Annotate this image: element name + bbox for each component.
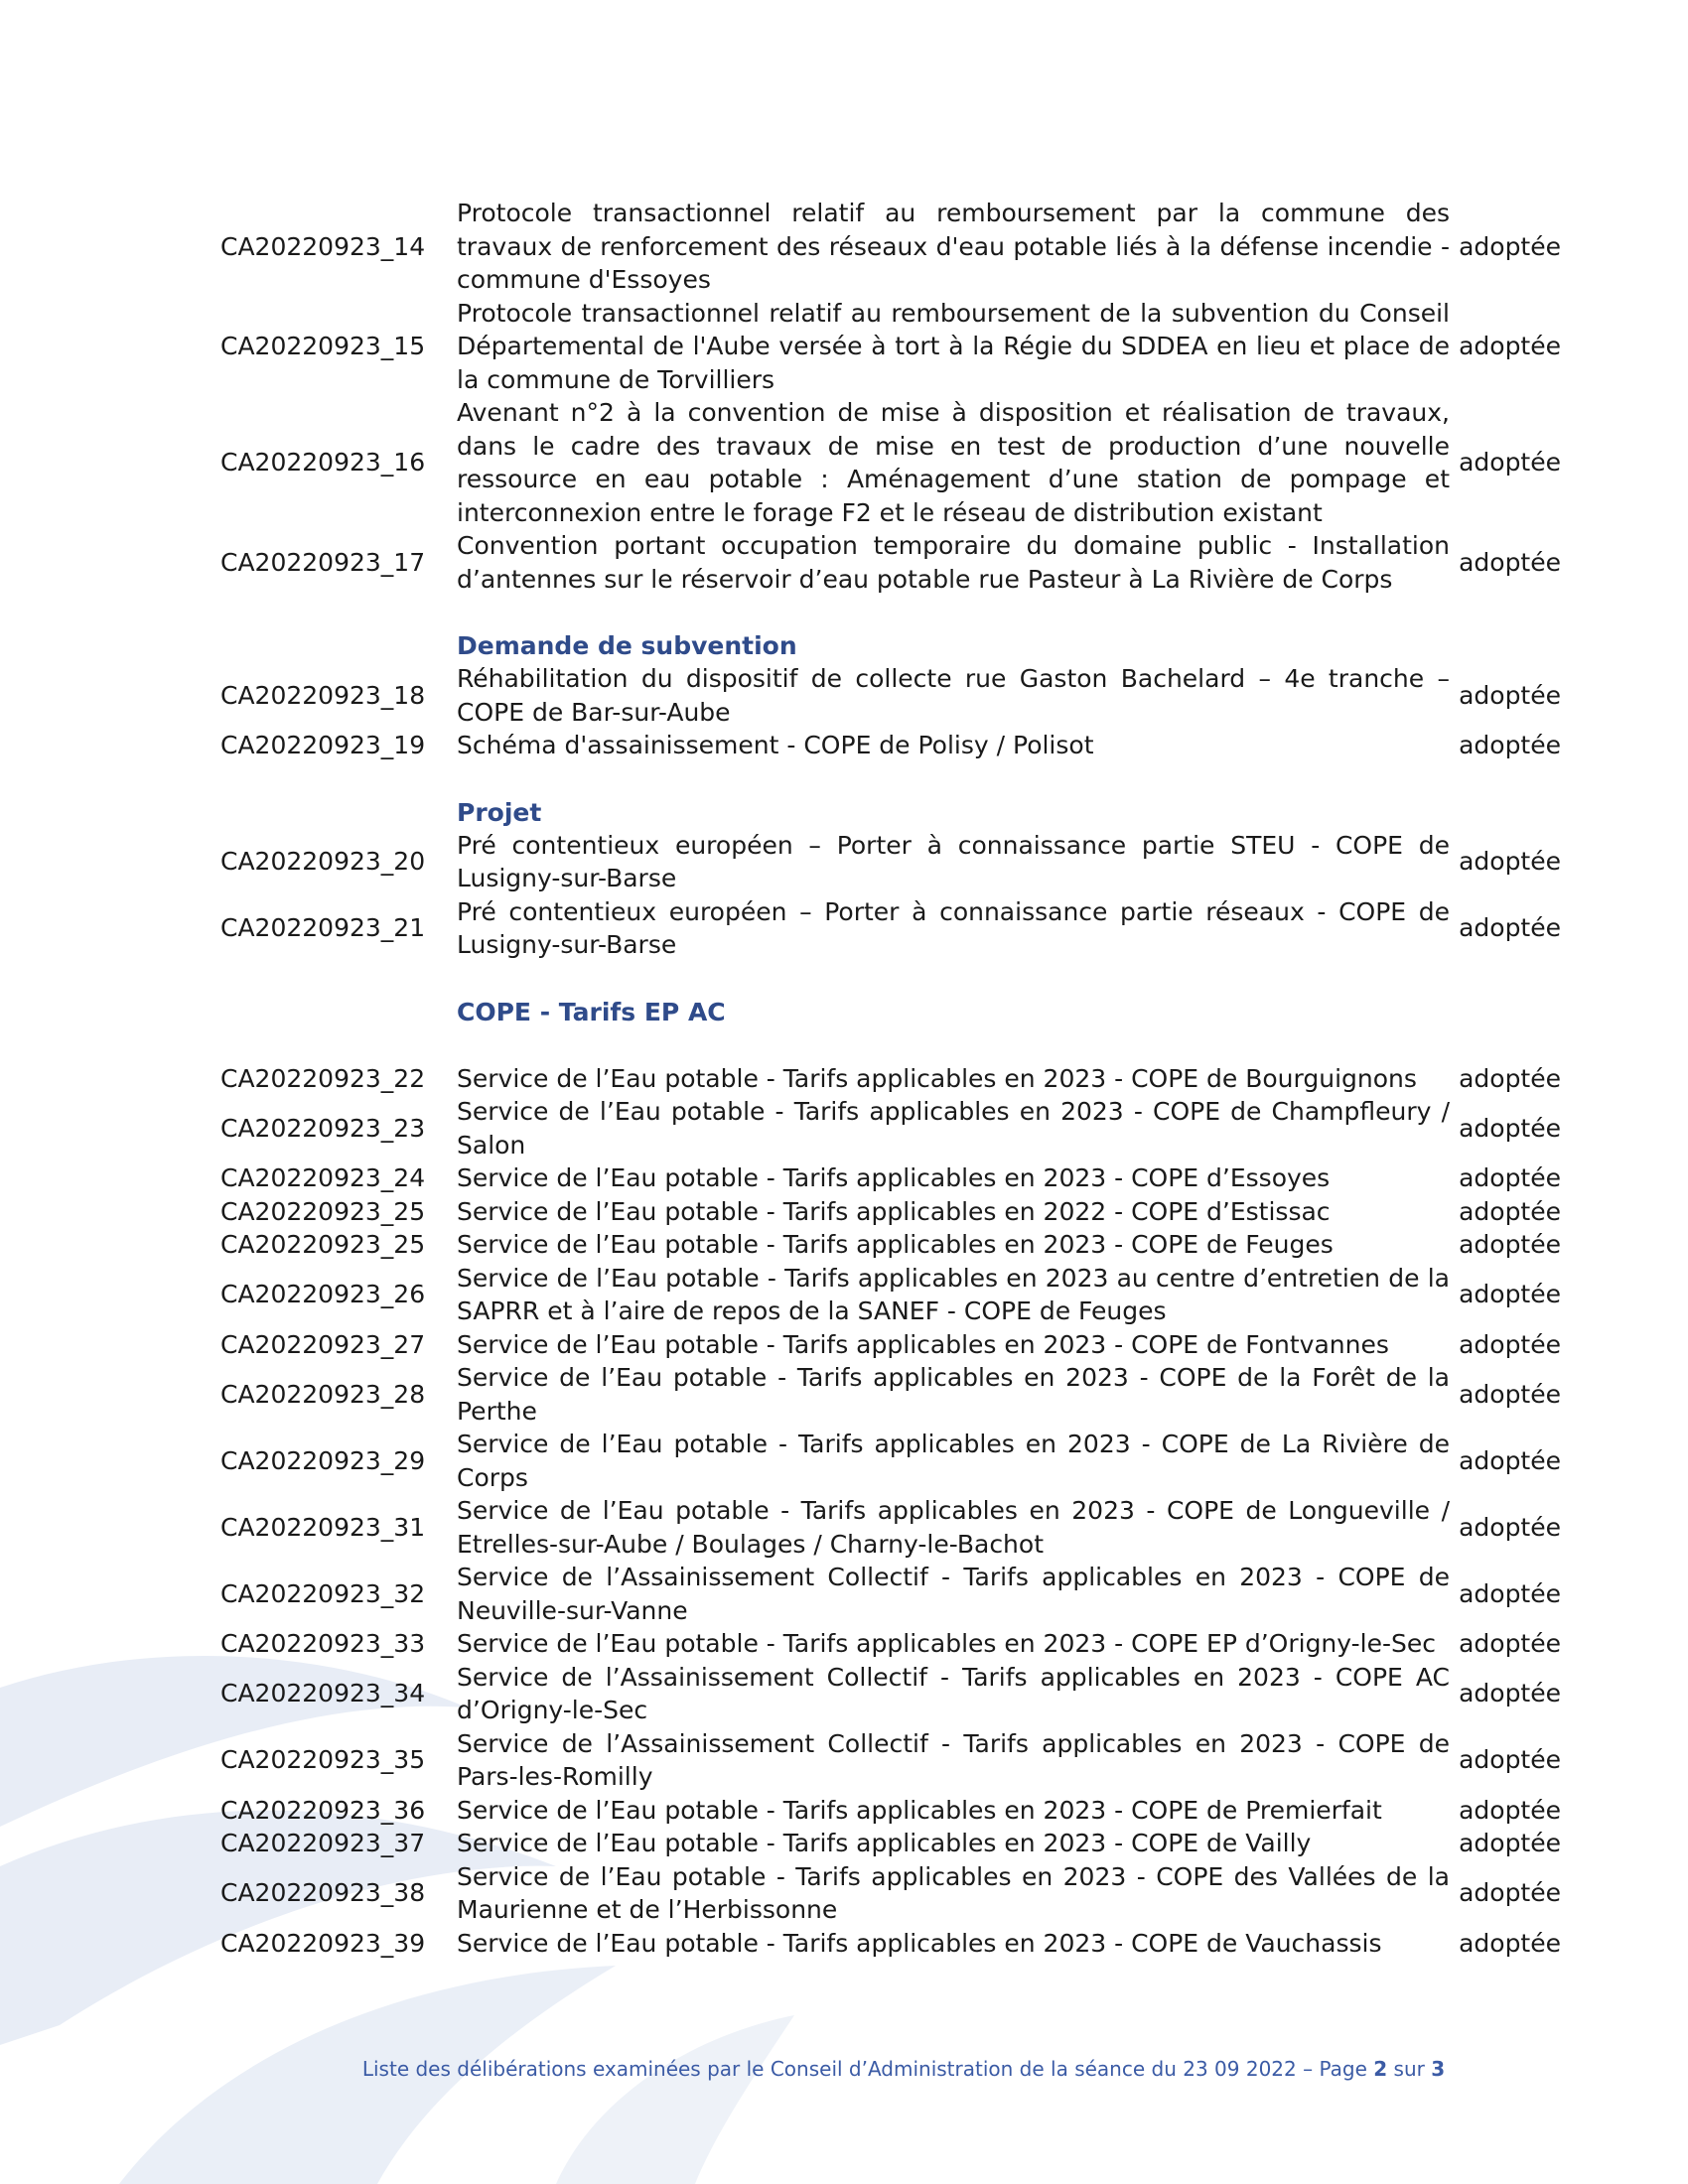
section-heading: COPE - Tarifs EP AC — [457, 997, 726, 1026]
status-label: adoptée — [1459, 332, 1561, 360]
status-label: adoptée — [1459, 1329, 1561, 1359]
deliberation-code: CA20220923_24 — [220, 1163, 426, 1192]
section-rows — [220, 662, 1561, 762]
deliberation-list — [220, 197, 1561, 1960]
status-label: adoptée — [1459, 1629, 1561, 1658]
footer-separator: sur — [1387, 2057, 1432, 2081]
status-label: adoptée — [1459, 1280, 1561, 1309]
deliberation-code: CA20220923_33 — [220, 1629, 426, 1658]
deliberation-title: Service de l’Eau potable - Tarifs applicables en 2023 - COPE de Fontvannes — [457, 1329, 1389, 1359]
section-rows — [220, 1062, 1561, 1961]
table-row — [220, 1228, 1561, 1262]
status-label: adoptée — [1459, 731, 1561, 759]
footer-page-total: 3 — [1431, 2057, 1446, 2081]
status-label: adoptée — [1459, 1445, 1561, 1475]
table-row — [220, 297, 1561, 397]
status-label: adoptée — [1459, 231, 1561, 261]
deliberation-title: Service de l’Eau potable - Tarifs applicables en 2023 au centre d’entretien de la SAPRR et à l’aire de repos de la SANEF - COPE de Feuges — [457, 1263, 1450, 1325]
deliberation-title: Réhabilitation du dispositif de collecte rue Gaston Bachelard – 4e tranche – COPE de Bar-sur-Aube — [457, 664, 1450, 727]
table-row — [220, 1860, 1561, 1927]
deliberation-code: CA20220923_14 — [220, 231, 426, 261]
table-row — [220, 662, 1561, 729]
section-general — [220, 197, 1561, 596]
table-row — [220, 1328, 1561, 1362]
table-row — [220, 829, 1561, 895]
deliberation-title: Pré contentieux européen – Porter à connaissance partie réseaux - COPE de Lusigny-sur-Barse — [457, 896, 1450, 959]
deliberation-code: CA20220923_22 — [220, 1063, 426, 1093]
deliberation-code: CA20220923_38 — [220, 1878, 426, 1908]
status-label: adoptée — [1459, 1063, 1561, 1093]
section-heading: Demande de subvention — [457, 631, 797, 660]
status-label: adoptée — [1459, 1745, 1561, 1775]
deliberation-code: CA20220923_19 — [220, 731, 426, 759]
deliberation-title: Service de l’Assainissement Collectif - Tarifs applicables en 2023 - COPE de Pars-les-Romilly — [457, 1728, 1450, 1791]
table-row — [220, 529, 1561, 596]
table-row — [220, 1727, 1561, 1794]
deliberation-title: Pré contentieux européen – Porter à connaissance partie STEU - COPE de Lusigny-sur-Barse — [457, 830, 1450, 892]
section-cope-tarifs — [220, 996, 1561, 1961]
deliberation-code: CA20220923_37 — [220, 1829, 426, 1857]
deliberation-code: CA20220923_32 — [220, 1578, 426, 1608]
table-row — [220, 1627, 1561, 1661]
section-heading: Projet — [457, 797, 542, 827]
table-row — [220, 1161, 1561, 1195]
table-row — [220, 1095, 1561, 1161]
table-row — [220, 895, 1561, 962]
deliberation-code: CA20220923_36 — [220, 1795, 426, 1825]
status-label: adoptée — [1459, 680, 1561, 710]
status-label: adoptée — [1459, 1379, 1561, 1409]
deliberation-code: CA20220923_27 — [220, 1329, 426, 1359]
deliberation-code: CA20220923_18 — [220, 680, 426, 710]
status-label: adoptée — [1459, 1795, 1561, 1825]
deliberation-code: CA20220923_25 — [220, 1196, 426, 1226]
table-row — [220, 1827, 1561, 1860]
status-label: adoptée — [1459, 1878, 1561, 1908]
table-row — [220, 1494, 1561, 1561]
deliberation-code: CA20220923_26 — [220, 1280, 426, 1309]
deliberation-code: CA20220923_23 — [220, 1113, 426, 1143]
deliberation-title: Service de l’Eau potable - Tarifs applicables en 2023 - COPE des Vallées de la Maurienne et de l’Herbissonne — [457, 1861, 1450, 1924]
deliberation-title: Service de l’Eau potable - Tarifs applicables en 2023 - COPE de Champfleury / Salon — [457, 1097, 1450, 1160]
deliberation-title: Protocole transactionnel relatif au remboursement par la commune des travaux de renforcement des réseaux d'eau potable liés à la défense incendie - commune d'Essoyes — [457, 199, 1450, 294]
deliberation-code: CA20220923_31 — [220, 1512, 426, 1542]
deliberation-title: Service de l’Eau potable - Tarifs applicables en 2023 - COPE de Premierfait — [457, 1795, 1382, 1825]
deliberation-title: Service de l’Eau potable - Tarifs applicables en 2023 - COPE de Longueville / Etrelles-sur-Aube / Boulages / Charny-le-Bachot — [457, 1496, 1450, 1559]
deliberation-title: Service de l’Assainissement Collectif - Tarifs applicables en 2023 - COPE AC d’Origny-le-Sec — [457, 1662, 1450, 1724]
page-footer — [0, 2057, 1688, 2081]
deliberation-code: CA20220923_28 — [220, 1379, 426, 1409]
table-row — [220, 729, 1561, 762]
table-row — [220, 1561, 1561, 1627]
table-row — [220, 1661, 1561, 1727]
deliberation-title: Service de l’Eau potable - Tarifs applicables en 2023 - COPE de Feuges — [457, 1230, 1334, 1259]
deliberation-code: CA20220923_25 — [220, 1230, 426, 1259]
status-label: adoptée — [1459, 1230, 1561, 1259]
deliberation-title: Service de l’Assainissement Collectif - Tarifs applicables en 2023 - COPE de Neuville-sur-Vanne — [457, 1563, 1450, 1625]
status-label: adoptée — [1459, 1512, 1561, 1542]
deliberation-title: Service de l’Eau potable - Tarifs applicables en 2023 - COPE de Vailly — [457, 1829, 1312, 1857]
table-row — [220, 1794, 1561, 1828]
status-label: adoptée — [1459, 1196, 1561, 1226]
deliberation-code: CA20220923_29 — [220, 1445, 426, 1475]
table-row — [220, 396, 1561, 529]
section-rows — [220, 197, 1561, 596]
table-row — [220, 1062, 1561, 1096]
section-projet — [220, 796, 1561, 962]
deliberation-title: Protocole transactionnel relatif au remboursement de la subvention du Conseil Départemental de l'Aube versée à tort à la Régie du SDDEA en lieu et place de la commune de Torvilliers — [457, 298, 1450, 394]
deliberation-title: Service de l’Eau potable - Tarifs applicables en 2023 - COPE de la Forêt de la Perthe — [457, 1363, 1450, 1426]
deliberation-title: Convention portant occupation temporaire du domaine public - Installation d’antennes sur le réservoir d’eau potable rue Pasteur à La Rivière de Corps — [457, 531, 1450, 594]
deliberation-code: CA20220923_20 — [220, 847, 426, 877]
status-label: adoptée — [1459, 1113, 1561, 1143]
status-label: adoptée — [1459, 913, 1561, 943]
deliberation-title: Service de l’Eau potable - Tarifs applicables en 2022 - COPE d’Estissac — [457, 1196, 1331, 1226]
deliberation-title: Service de l’Eau potable - Tarifs applicables en 2023 - COPE d’Essoyes — [457, 1163, 1331, 1192]
deliberation-code: CA20220923_35 — [220, 1745, 426, 1775]
deliberation-title: Service de l’Eau potable - Tarifs applicables en 2023 - COPE EP d’Origny-le-Sec — [457, 1629, 1436, 1658]
deliberation-title: Avenant n°2 à la convention de mise à disposition et réalisation de travaux, dans le cadre des travaux de mise en test de production d’une nouvelle ressource en eau potable : Aménagement d’une station de pompage et interconnexion entre le forage F2 et le réseau de distribution existant — [457, 398, 1450, 527]
deliberation-code: CA20220923_21 — [220, 913, 426, 943]
deliberation-title: Service de l’Eau potable - Tarifs applicables en 2023 - COPE de Vauchassis — [457, 1928, 1382, 1958]
section-subvention — [220, 629, 1561, 762]
section-rows — [220, 829, 1561, 962]
status-label: adoptée — [1459, 1163, 1561, 1192]
table-row — [220, 1361, 1561, 1428]
table-row — [220, 1262, 1561, 1328]
table-row — [220, 1927, 1561, 1961]
status-label: adoptée — [1459, 1679, 1561, 1708]
deliberation-code: CA20220923_34 — [220, 1679, 426, 1708]
table-row — [220, 197, 1561, 297]
deliberation-title: Schéma d'assainissement - COPE de Polisy / Polisot — [457, 731, 1094, 759]
status-label: adoptée — [1459, 547, 1561, 577]
status-label: adoptée — [1459, 1829, 1561, 1857]
watermark-leaf — [556, 2015, 794, 2184]
status-label: adoptée — [1459, 448, 1561, 478]
deliberation-code: CA20220923_15 — [220, 332, 426, 360]
table-row — [220, 1428, 1561, 1494]
status-label: adoptée — [1459, 1928, 1561, 1958]
deliberation-title: Service de l’Eau potable - Tarifs applicables en 2023 - COPE de La Rivière de Corps — [457, 1430, 1450, 1492]
deliberation-code: CA20220923_16 — [220, 448, 426, 478]
deliberation-code: CA20220923_17 — [220, 547, 426, 577]
status-label: adoptée — [1459, 847, 1561, 877]
footer-page-number: 2 — [1373, 2057, 1388, 2081]
status-label: adoptée — [1459, 1578, 1561, 1608]
deliberation-title: Service de l’Eau potable - Tarifs applicables en 2023 - COPE de Bourguignons — [457, 1063, 1417, 1093]
footer-text: Liste des délibérations examinées par le Conseil d’Administration de la séance du 23 09 2022 – Page — [361, 2057, 1374, 2081]
deliberation-code: CA20220923_39 — [220, 1928, 426, 1958]
table-row — [220, 1195, 1561, 1229]
